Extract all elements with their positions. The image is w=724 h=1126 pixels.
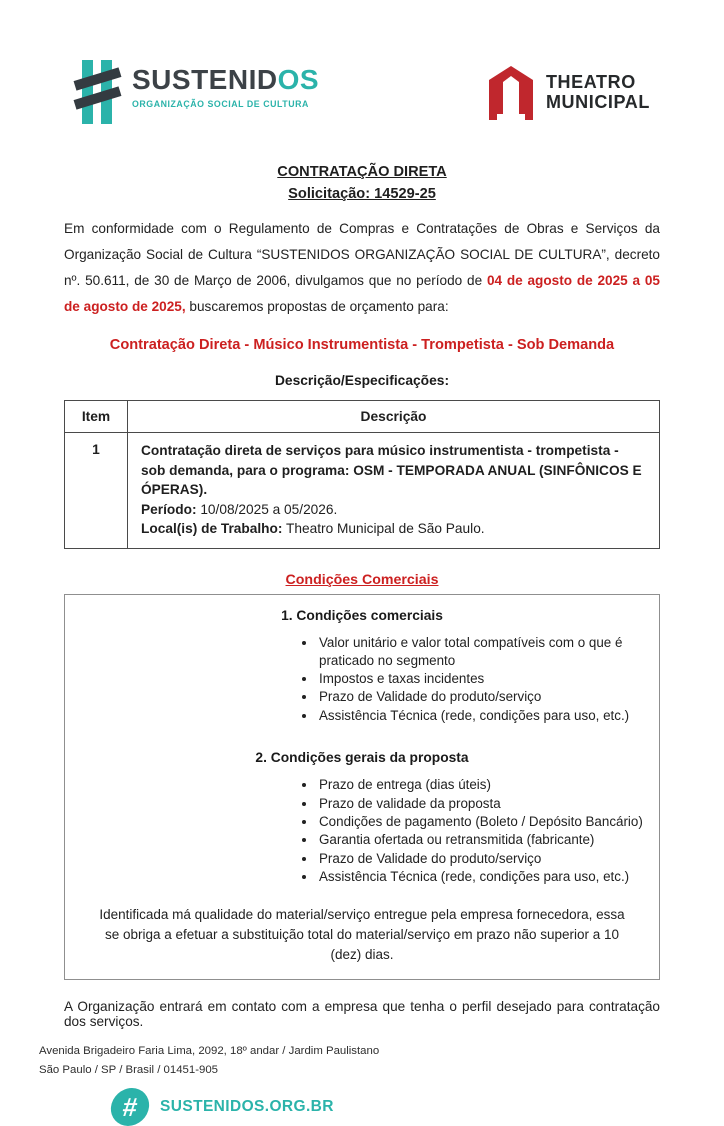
commercial-heading: Condições Comerciais — [285, 571, 439, 588]
col-header-description: Descrição — [128, 401, 660, 433]
spec-heading: Descrição/Especificações: — [274, 373, 450, 388]
condition-item: • Impostos e taxas incidentes — [317, 670, 659, 688]
website-logo-row — [111, 1088, 660, 1126]
condition-item: • Prazo de entrega (dias úteis) — [317, 776, 659, 794]
conditions-section1-title: 1. Condições comerciais — [281, 607, 443, 623]
conditions-section1-list — [65, 634, 659, 724]
sustenidos-logo — [75, 60, 319, 124]
subject-heading: Contratação Direta - Músico Instrumentista - Trompetista - Sob Demanda — [109, 337, 615, 353]
condition-item: • Prazo de validade da proposta — [317, 795, 659, 813]
condition-item: • Assistência Técnica (rede, condições para uso, etc.) — [317, 868, 659, 886]
address-line1: Avenida Brigadeiro Faria Lima, 2092, 18º andar / Jardim Paulistano — [39, 1045, 380, 1058]
location-label: Local(is) de Trabalho: — [141, 521, 283, 537]
theatro-line1: THEATRO — [545, 72, 636, 92]
conditions-box — [64, 594, 660, 980]
website-url: SUSTENIDOS.ORG.BR — [160, 1098, 334, 1116]
hash-circle-icon: # — [109, 1088, 151, 1126]
period-value: 10/08/2025 a 05/2026. — [196, 501, 338, 517]
theatro-municipal-wordmark — [546, 66, 650, 112]
spec-table — [64, 400, 660, 549]
intro-paragraph — [64, 216, 660, 320]
wordmark-accent: OS — [277, 64, 320, 95]
footer — [39, 1042, 660, 1126]
conditions-section2-title: 2. Condições gerais da proposta — [255, 750, 469, 766]
title-line1: CONTRATAÇÃO DIRETA — [277, 164, 447, 180]
location-value: Theatro Municipal de São Paulo. — [282, 521, 485, 537]
period-label: Período: — [141, 501, 197, 517]
condition-item: • Garantia ofertada ou retransmitida (fabricante) — [317, 831, 659, 849]
theatro-line2: MUNICIPAL — [545, 91, 650, 112]
intro-pre: Em conformidade com o Regulamento de Compras e Contratações de Obras e Serviços da Organização Social de Cultura “SUSTENIDOS ORGANIZAÇÃO SOCIAL DE CULTURA”, decreto nº. 50.611, de 30 de Março de 2006, divulgamos que no período de — [64, 221, 660, 288]
condition-item: • Assistência Técnica (rede, condições para uso, etc.) — [317, 707, 659, 725]
conditions-section2-list — [65, 776, 659, 885]
col-header-item: Item — [65, 401, 128, 433]
table-row — [65, 433, 660, 549]
condition-item: • Condições de pagamento (Boleto / Depósito Bancário) — [317, 813, 659, 831]
address-line2: São Paulo / SP / Brasil / 01451-905 — [39, 1063, 218, 1076]
item-number: 1 — [65, 433, 128, 549]
table-header-row — [65, 401, 660, 433]
contact-note: A Organização entrará em contato com a empresa que tenha o perfil desejado para contratação dos serviços. — [64, 998, 660, 1029]
sustenidos-tagline: ORGANIZAÇÃO SOCIAL DE CULTURA — [132, 99, 309, 109]
header — [64, 0, 660, 124]
sustenidos-wordmark — [132, 60, 319, 109]
condition-item: • Valor unitário e valor total compatíveis com o que é praticado no segmento — [317, 634, 659, 670]
condition-item: • Prazo de Validade do produto/serviço — [317, 850, 659, 868]
item-description — [128, 433, 660, 549]
title-line2: Solicitação: 14529-25 — [288, 186, 436, 202]
hash-icon — [75, 60, 123, 124]
condition-item: • Prazo de Validade do produto/serviço — [317, 688, 659, 706]
intro-date-highlight: 04 de agosto de 2025 a 05 de agosto de 2025, — [64, 273, 660, 314]
theatro-municipal-logo — [489, 60, 650, 120]
wordmark-dark: SUSTENID — [132, 64, 278, 95]
quality-note: Identificada má qualidade do material/serviço entregue pela empresa fornecedora, essa se obriga a efetuar a substituição total do material/serviço em prazo não superior a 10 (dez) dias. — [99, 906, 625, 962]
document-title — [64, 161, 660, 205]
intro-post: buscaremos propostas de orçamento para: — [185, 299, 449, 314]
arch-icon — [489, 66, 533, 120]
description-main: Contratação direta de serviços para músico instrumentista - trompetista - sob demanda, para o programa: OSM - TEMPORADA ANUAL (SINFÔNICOS E ÓPERAS). — [141, 443, 642, 498]
